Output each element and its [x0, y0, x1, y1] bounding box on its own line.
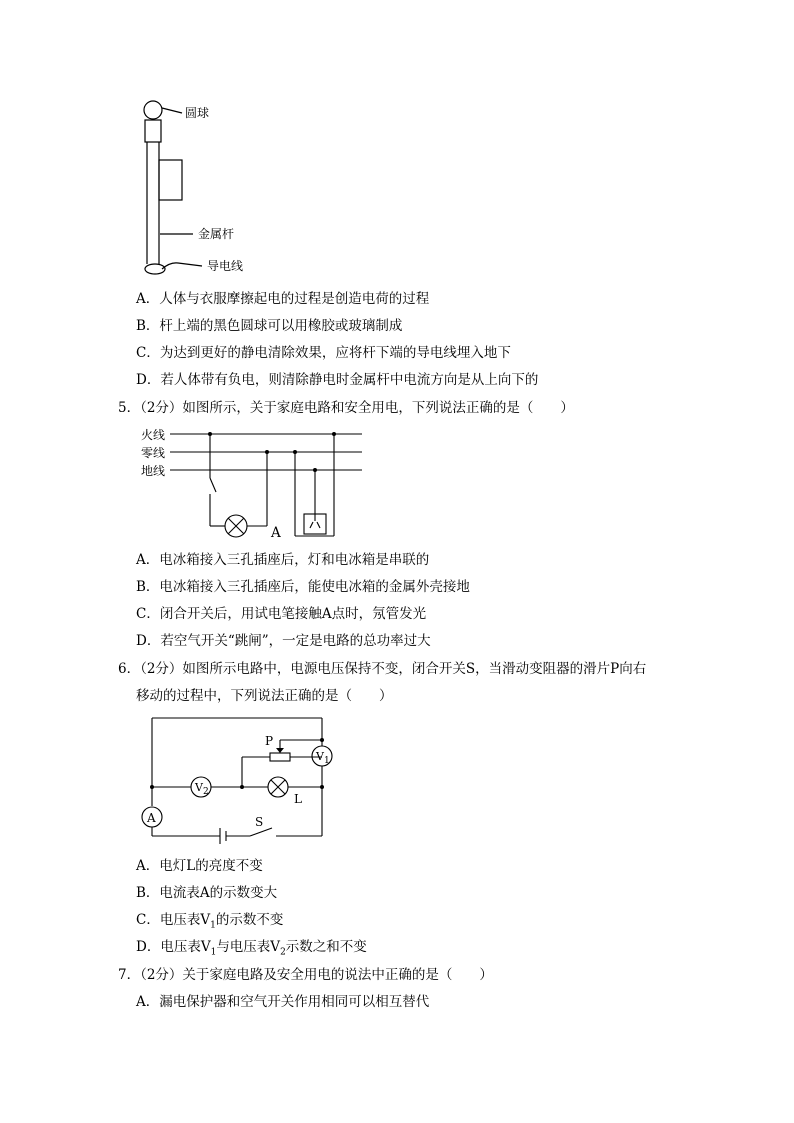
q4-option-a: A．人体与衣服摩擦起电的过程是创造电荷的过程: [136, 291, 430, 307]
label-wire: 导电线: [207, 259, 244, 273]
q7-option-a: A．漏电保护器和空气开关作用相同可以相互替代: [136, 994, 430, 1010]
label-neutral-wire: 零线: [141, 446, 166, 460]
label-point-a: A: [271, 525, 281, 541]
q6-option-c: C．电压表$V_1$的示数不变: [136, 912, 284, 931]
label-ball: 圆球: [185, 106, 210, 120]
q4-option-b: B．杆上端的黑色圆球可以用橡胶或玻璃制成: [136, 318, 403, 334]
rheostat: [270, 753, 290, 761]
q5-option-b: B．电冰箱接入三孔插座后，能使电冰箱的金属外壳接地: [136, 579, 470, 595]
q6-option-b: B．电流表A的示数变大: [136, 885, 278, 901]
label-slider-p: P: [265, 734, 274, 748]
q4-option-d: D．若人体带有负电，则清除静电时金属杆中电流方向是从上向下的: [136, 372, 539, 388]
label-switch-s: S: [255, 815, 264, 829]
q6-stem-line1: 6．（2分）如图所示电路中，电源电压保持不变，闭合开关S，当滑动变阻器的滑片P向右: [118, 661, 647, 677]
label-lamp-l: L: [294, 792, 302, 806]
label-ammeter-a: A: [147, 811, 156, 825]
q5-option-c: C．闭合开关后，用试电笔接触A点时，氖管发光: [136, 606, 427, 622]
q4-option-c: C．为达到更好的静电清除效果，应将杆下端的导电线埋入地下: [136, 345, 511, 361]
q5-option-d: D．若空气开关“跳闸”，一定是电路的总功率过大: [136, 633, 431, 649]
q6-option-d: D．电压表$V_1$与电压表$V_2$示数之和不变: [136, 939, 367, 958]
label-v2: $V_2$: [195, 781, 209, 798]
label-rod: 金属杆: [198, 227, 235, 241]
q5-option-a: A．电冰箱接入三孔插座后，灯和电冰箱是串联的: [136, 552, 430, 568]
q6-stem-line2: 移动的过程中，下列说法正确的是（ ）: [136, 688, 393, 704]
q5-stem: 5．（2分）如图所示，关于家庭电路和安全用电，下列说法正确的是（ ）: [118, 400, 574, 416]
label-live-wire: 火线: [141, 428, 166, 442]
q7-stem: 7．（2分）关于家庭电路及安全用电的说法中正确的是（ ）: [118, 967, 493, 983]
label-v1: $V_1$: [316, 750, 330, 767]
label-ground-wire: 地线: [141, 464, 166, 478]
q6-option-a: A．电灯L的亮度不变: [136, 858, 263, 874]
